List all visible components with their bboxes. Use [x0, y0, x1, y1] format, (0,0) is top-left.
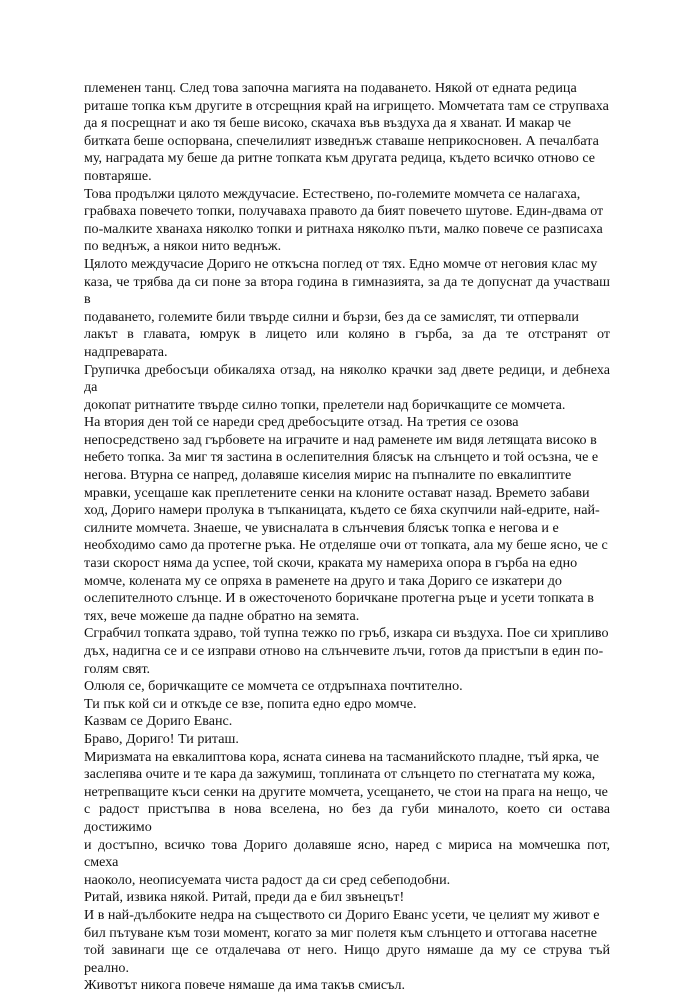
- paragraph-9: Браво, Дориго! Ти риташ.: [84, 730, 239, 747]
- paragraph-11: Ритай, извика някой. Ритай, преди да е бил звънецът!: [84, 889, 405, 906]
- text-body: [84, 80, 610, 995]
- paragraph-2: Това продължи цялото междучасие. Естествено, по-големите момчета се налагаха, грабваха повечето топки, получаваха правото да бият повечето шутове. Един-двама от по-малките хванаха няколко топки и ритнаха няколко пъти, малко повече се разписаха по веднъж, а някои нито веднъж.: [84, 185, 604, 255]
- paragraph-1: племенен танц. След това започна магията на подаването. Някой от едната редица риташе топка към другите в отсрещния край на игрището. Момчетата там се струпваха да я посрещнат и ако тя беше високо, скачаха във въздуха да я хванат. И макар че битката беше оспорвана, спечелилият изведнъж ставаше неприкосновен. А печалбата му, наградата му беше да ритне топката към другата редица, където всичко отново се повтаряше.: [84, 80, 609, 184]
- paragraph-6: Олюля се, боричкащите се момчета се отдръпнаха почтително.: [84, 678, 463, 695]
- paragraph-7: Ти пък кой си и откъде се взе, попита едно едро момче.: [84, 695, 417, 712]
- paragraph-10: Миризмата на евкалиптова кора, ясната синева на тасманийското пладне, тъй ярка, че заслепява очите и те кара да зажумиш, топлината от слънцето по стегнатата му кожа, нетрепващите къси сенки на другите момчета, усещането, че стои на прага на нещо, че с радост пристъпва в нова вселена, но без да губи миналото, което си остава достижимо и достъпно, всичко това Дориго долавяше ясно, наред с мириса на момчешка пот, смеха наоколо, неописуемата чиста радост да си сред себеподобни.: [84, 748, 610, 888]
- paragraph-8: Казвам се Дориго Еванс.: [84, 713, 233, 730]
- paragraph-5: Сграбчил топката здраво, той тупна тежко по гръб, изкара си въздуха. Пое си хрипливо дъх, надигна се и се изправи отново на слънчевите лъчи, готов да пристъпи в един по- голям свят.: [84, 625, 609, 677]
- paragraph-4: На втория ден той се нареди сред дребосъците отзад. На третия се озова непосредствено зад гърбовете на играчите и над раменете им видя летящата високо в небето топка. За миг тя застина в ослепителния блясък на слънцето и той осъзна, че е негова. Втурна се напред, долавяше киселия мирис на пъпналите по евкалиптите мравки, усещаше как преплетените сенки на клоните остават назад. Времето забави ход, Дориго намери пролука в тъпканицата, където се бяха скупчили най-едрите, най- силните момчета. Знаеше, че увисналата в слънчевия блясък топка е негова и е необходимо само да протегне ръка. Не отделяше очи от топката, ала му беше ясно, че с тази скорост няма да успее, той скочи, краката му намериха опора в гърба на едно момче, колената му се опряха в раменете на друго и така Дориго се изкатери до ослепителното слънце. И в ожесточеното боричкане протегна ръце и усети топката в тях, вече можеше да падне обратно на земята.: [84, 414, 608, 624]
- paragraph-3: Цялото междучасие Дориго не откъсна поглед от тях. Едно момче от неговия клас му каза, че трябва да си поне за втора година в гимназията, за да те допуснат да участваш в подаването, големите били твърде силни и бързи, без да се замислят, ти отпервали лакът в главата, юмрук в лицето или коляно в гърба, за да те отстранят от надпреварата. Групичка дребосъци обикаляха отзад, на няколко крачки зад двете редици, и дебнеха да докопат ритнатите твърде силно топки, прелетели над боричкащите се момчета.: [84, 255, 610, 413]
- paragraph-12: И в най-дълбоките недра на съществото си Дориго Еванс усети, че целият му живот е бил пътуване към този момент, когато за миг полетя към слънцето и оттогава насетне той завинаги ще се отдалечава от него. Нищо друго нямаше да му се струва тъй реално. Животът никога повече нямаше да има такъв смисъл.: [84, 906, 610, 994]
